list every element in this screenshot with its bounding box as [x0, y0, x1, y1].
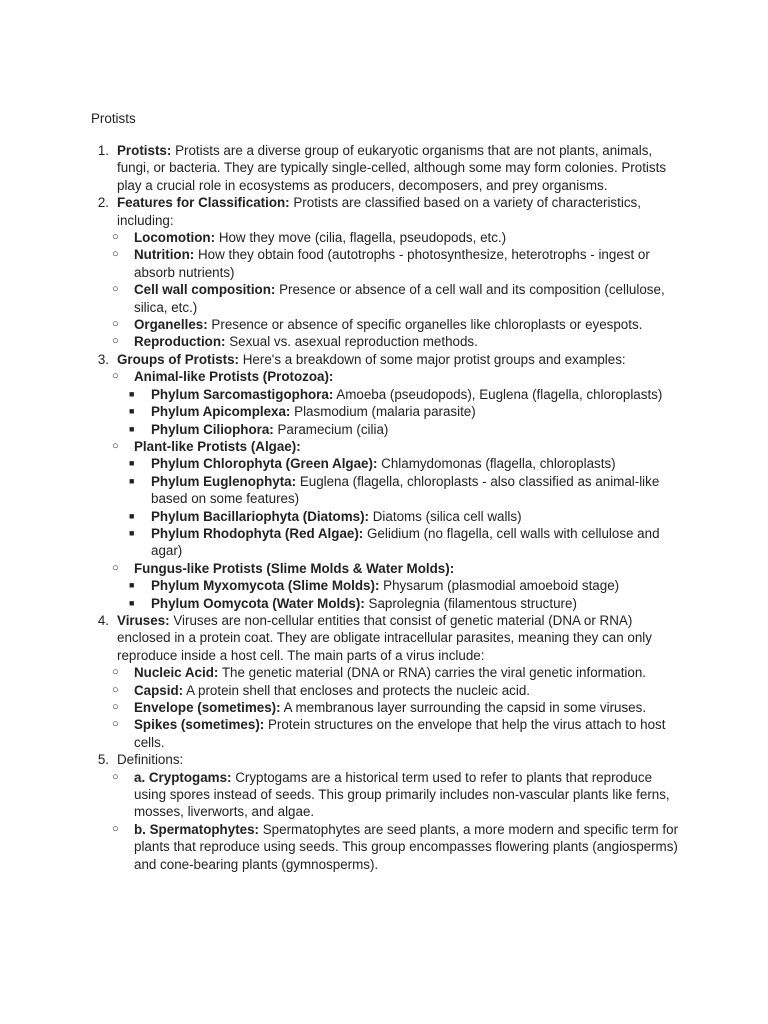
- list-item: [91, 577, 683, 594]
- list-number: 1.: [97, 143, 109, 158]
- section-text: Protists are classified based on a variety of characteristics, including:: [117, 195, 641, 228]
- item-label: b. Spermatophytes:: [134, 821, 260, 837]
- list-number: 4.: [97, 612, 109, 628]
- item-text: Physarum (plasmodial amoeboid stage): [383, 578, 620, 594]
- circle-bullet-icon: ○: [112, 666, 119, 679]
- group-label: Animal-like Protists (Protozoa):: [134, 369, 334, 385]
- item-text: How they move (cilia, flagella, pseudopods, etc.): [218, 230, 507, 246]
- group-heading: [91, 560, 683, 577]
- item-text: A protein shell that encloses and protects the nucleic acid.: [186, 682, 530, 698]
- square-bullet-icon: ■: [129, 510, 135, 521]
- section-protists: [91, 142, 683, 194]
- item-label: Organelles:: [134, 317, 208, 333]
- item-label: Phylum Ciliophora:: [151, 421, 274, 437]
- item-text: Cryptogams are a historical term used to refer to plants that reproduce using spores instead of seeds. This group primarily includes non-vascular plants like ferns, mosses, liverworts, and algae.: [134, 769, 670, 820]
- item-text: Paramecium (cilia): [277, 421, 389, 437]
- item-text: Diatoms (silica cell walls): [372, 508, 522, 524]
- list-item: [91, 664, 683, 681]
- circle-bullet-icon: ○: [112, 822, 119, 835]
- circle-bullet-icon: ○: [112, 335, 119, 348]
- list-item: [91, 595, 683, 612]
- list-item: [91, 716, 683, 751]
- item-text: Gelidium (no flagella, cell walls with cellulose and agar): [151, 525, 660, 559]
- square-bullet-icon: ■: [129, 458, 135, 469]
- item-label: Phylum Apicomplexa:: [151, 404, 291, 420]
- list-item: [91, 769, 683, 821]
- item-label: Nucleic Acid:: [134, 665, 219, 681]
- square-bullet-icon: ■: [129, 388, 135, 399]
- square-bullet-icon: ■: [129, 406, 135, 417]
- section-viruses: [91, 612, 683, 664]
- section-definitions: [91, 751, 683, 768]
- item-text: Saprolegnia (filamentous structure): [368, 595, 577, 611]
- item-text: Chlamydomonas (flagella, chloroplasts): [381, 456, 616, 472]
- section-label: Viruses:: [117, 612, 170, 628]
- square-bullet-icon: ■: [129, 527, 135, 538]
- item-text: Presence or absence of specific organelles like chloroplasts or eyespots.: [211, 317, 643, 333]
- item-label: Phylum Bacillariophyta (Diatoms):: [151, 508, 370, 524]
- square-bullet-icon: ■: [129, 597, 135, 608]
- circle-bullet-icon: ○: [112, 770, 119, 783]
- circle-bullet-icon: ○: [112, 370, 119, 383]
- circle-bullet-icon: ○: [112, 718, 119, 731]
- group-label: Plant-like Protists (Algae):: [134, 438, 301, 454]
- item-text: Spermatophytes are seed plants, a more modern and specific term for plants that reproduce using seeds. This group encompasses flowering plants (angiosperms) and cone-bearing plants (gymnosperms).: [134, 821, 679, 872]
- list-item: [91, 455, 683, 472]
- document-body: [91, 142, 683, 873]
- section-label: Protists:: [117, 143, 172, 158]
- item-label: Phylum Oomycota (Water Molds):: [151, 595, 365, 611]
- list-item: [91, 246, 683, 281]
- list-number: 5.: [97, 752, 109, 768]
- list-item: [91, 508, 683, 525]
- item-label: Reproduction:: [134, 334, 226, 350]
- item-text: Euglena (flagella, chloroplasts - also classified as animal-like based on some features): [151, 473, 660, 507]
- circle-bullet-icon: ○: [112, 231, 119, 244]
- section-label: Groups of Protists:: [117, 351, 240, 367]
- item-label: a. Cryptogams:: [134, 769, 232, 785]
- item-text: Protein structures on the envelope that help the virus attach to host cells.: [134, 717, 666, 750]
- item-text: The genetic material (DNA or RNA) carries the viral genetic information.: [221, 665, 647, 681]
- section-text: Definitions:: [117, 752, 184, 768]
- list-item: [91, 525, 683, 560]
- square-bullet-icon: ■: [129, 475, 135, 486]
- list-item: [91, 699, 683, 716]
- item-label: Spikes (sometimes):: [134, 717, 265, 733]
- circle-bullet-icon: ○: [112, 318, 119, 331]
- list-item: [91, 403, 683, 420]
- circle-bullet-icon: ○: [112, 439, 119, 452]
- section-text: Here's a breakdown of some major protist groups and examples:: [242, 351, 626, 367]
- list-item: [91, 473, 683, 508]
- item-label: Phylum Rhodophyta (Red Algae):: [151, 525, 364, 541]
- item-label: Cell wall composition:: [134, 282, 276, 298]
- item-text: Plasmodium (malaria parasite): [294, 404, 476, 420]
- circle-bullet-icon: ○: [112, 248, 119, 261]
- section-groups: [91, 351, 683, 368]
- list-item: [91, 682, 683, 699]
- item-text: A membranous layer surrounding the capsid in some viruses.: [283, 700, 647, 715]
- circle-bullet-icon: ○: [112, 701, 119, 713]
- item-label: Phylum Myxomycota (Slime Molds):: [151, 578, 380, 594]
- section-features: [91, 194, 683, 229]
- item-label: Locomotion:: [134, 230, 216, 246]
- square-bullet-icon: ■: [129, 423, 135, 434]
- group-label: Fungus-like Protists (Slime Molds & Water Molds):: [134, 560, 455, 576]
- item-label: Envelope (sometimes):: [134, 700, 281, 715]
- list-item: [91, 229, 683, 246]
- list-number: 2.: [97, 195, 109, 211]
- item-label: Nutrition:: [134, 247, 195, 263]
- document-title: Protists: [91, 111, 136, 126]
- circle-bullet-icon: ○: [112, 283, 119, 296]
- circle-bullet-icon: ○: [112, 683, 119, 696]
- list-item: [91, 281, 683, 316]
- item-text: Presence or absence of a cell wall and its composition (cellulose, silica, etc.): [134, 282, 665, 315]
- item-text: Sexual vs. asexual reproduction methods.: [229, 334, 478, 350]
- section-text: Viruses are non-cellular entities that consist of genetic material (DNA or RNA) enclosed in a protein coat. They are obligate intracellular parasites, meaning they can only reproduce inside a host cell. The main parts of a virus include:: [117, 612, 652, 663]
- item-label: Capsid:: [134, 682, 184, 698]
- item-label: Phylum Chlorophyta (Green Algae):: [151, 456, 378, 472]
- group-heading: [91, 438, 683, 455]
- item-text: How they obtain food (autotrophs - photosynthesize, heterotrophs - ingest or absorb nutrients): [134, 247, 650, 280]
- list-number: 3.: [97, 351, 109, 367]
- square-bullet-icon: ■: [129, 580, 135, 591]
- list-item: [91, 316, 683, 333]
- list-item: [91, 386, 683, 403]
- group-heading: [91, 368, 683, 385]
- list-item: [91, 821, 683, 873]
- section-text: Protists are a diverse group of eukaryotic organisms that are not plants, animals, fungi, or bacteria. They are typically single-celled, although some may form colonies. Protists play a crucial role in ecosystems as producers, decomposers, and prey organisms.: [117, 143, 667, 193]
- circle-bullet-icon: ○: [112, 561, 119, 574]
- item-label: Phylum Euglenophyta:: [151, 473, 297, 489]
- item-text: Amoeba (pseudopods), Euglena (flagella, chloroplasts): [336, 386, 663, 402]
- list-item: [91, 421, 683, 438]
- item-label: Phylum Sarcomastigophora:: [151, 386, 334, 402]
- list-item: [91, 333, 683, 350]
- section-label: Features for Classification:: [117, 195, 290, 211]
